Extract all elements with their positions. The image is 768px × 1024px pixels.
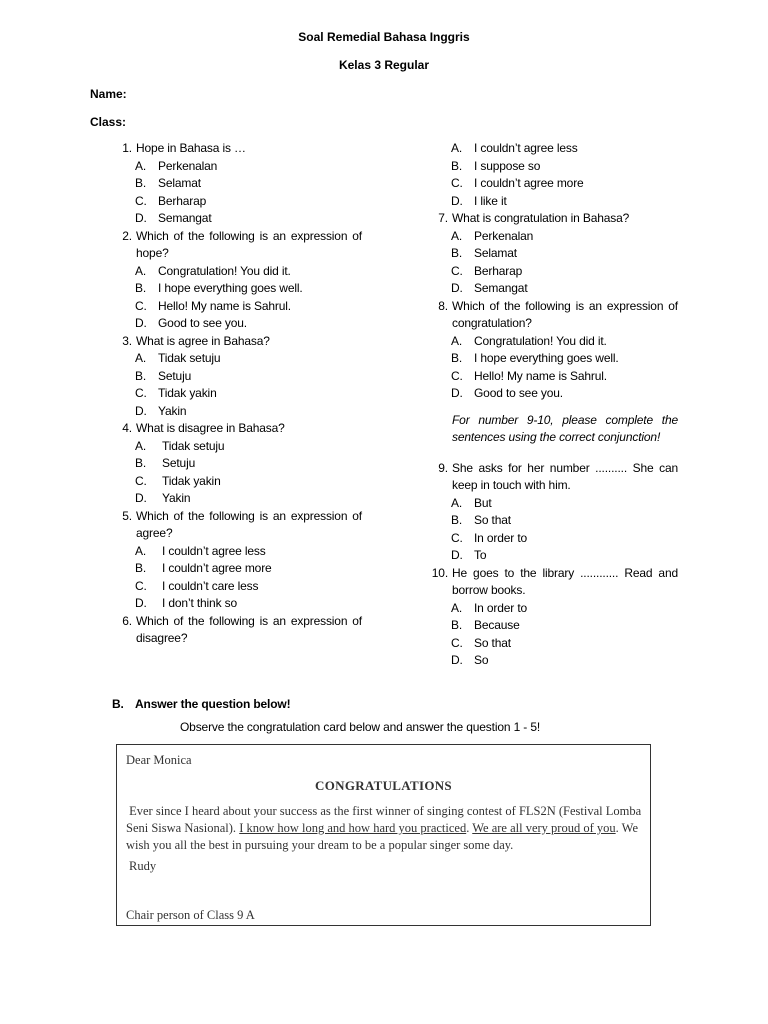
option: C. I couldn’t agree more <box>451 176 584 190</box>
option: B. So that <box>451 513 511 527</box>
card-body: Ever since I heard about your success as the first winner of singing contest of FLS2N (Festival Lomba Seni Siswa Nasional). I know how long and how hard you practiced. We are all very proud of you. We wish you all the best in pursuing your dream to be a popular singer some day. <box>126 804 642 852</box>
option: B. I couldn’t agree more <box>135 561 272 575</box>
option: C. Hello! My name is Sahrul. <box>135 298 291 313</box>
option: B. Because <box>451 618 520 632</box>
option: C. Hello! My name is Sahrul. <box>451 368 607 383</box>
option: C. In order to <box>451 530 528 545</box>
underlined-sentence-2: We are all very proud of you <box>472 821 616 835</box>
option: C. Berharap <box>135 193 207 208</box>
congratulation-card <box>116 744 651 926</box>
question-8: 8. Which of the following is an expression of congratulation? <box>438 298 678 330</box>
card-greeting: Dear Monica <box>126 753 192 767</box>
option: D. Good to see you. <box>451 386 563 400</box>
option: A. In order to <box>451 600 528 615</box>
option: A. Tidak setuju <box>135 351 221 365</box>
option: A. Congratulation! You did it. <box>451 333 607 348</box>
card-instruction: Observe the congratulation card below and answer the question 1 - 5! <box>180 720 541 734</box>
card-signer: Rudy <box>129 859 157 873</box>
option: A. Perkenalan <box>135 158 218 173</box>
option: D. Yakin <box>135 403 187 418</box>
class-label: Class: <box>90 115 127 129</box>
option: A. Tidak setuju <box>135 438 225 453</box>
question-7: 7. What is congratulation in Bahasa? <box>438 211 630 225</box>
page-title: Soal Remedial Bahasa Inggris <box>298 30 470 44</box>
question-1: 1. Hope in Bahasa is … <box>122 141 246 155</box>
option: D. To <box>451 548 487 562</box>
question-9: 9. She asks for her number .......... She can keep in touch with him. <box>438 460 678 492</box>
option: D. So <box>451 653 489 667</box>
question-4: 4. What is disagree in Bahasa? <box>122 421 285 435</box>
conjunction-instruction: For number 9-10, please complete the sentences using the correct conjunction! <box>452 412 678 444</box>
question-10: 10. He goes to the library ............ Read and borrow books. <box>431 565 678 597</box>
option: A. Congratulation! You did it. <box>135 263 291 278</box>
option: C. Berharap <box>451 263 523 278</box>
option: C. Tidak yakin <box>135 473 221 488</box>
question-5: 5. Which of the following is an expression of agree? <box>122 508 362 540</box>
option: D. I like it <box>451 193 507 208</box>
question-2: 2. Which of the following is an expression of hope? <box>122 228 362 260</box>
option: B. I hope everything goes well. <box>451 351 619 365</box>
card-title: CONGRATULATIONS <box>315 778 452 793</box>
question-3: 3. What is agree in Bahasa? <box>122 333 270 348</box>
option: C. So that <box>451 635 511 650</box>
option: D. Semangat <box>135 211 212 225</box>
option: B. Selamat <box>135 176 201 190</box>
card-signer-role: Chair person of Class 9 A <box>126 908 255 922</box>
option: D. I don’t think so <box>135 596 237 610</box>
option: B. I suppose so <box>451 158 541 173</box>
question-6: 6. Which of the following is an expression of disagree? <box>122 613 362 645</box>
option: A. I couldn’t agree less <box>451 141 578 155</box>
option: D. Yakin <box>135 491 191 505</box>
option: A. Perkenalan <box>451 228 534 243</box>
name-label: Name: <box>90 87 127 101</box>
option: B. I hope everything goes well. <box>135 281 303 295</box>
underlined-sentence-1: I know how long and how hard you practiced <box>239 821 467 835</box>
page-subtitle: Kelas 3 Regular <box>338 58 430 72</box>
option: C. I couldn’t care less <box>135 578 259 593</box>
option: D. Semangat <box>451 281 528 295</box>
option: B. Selamat <box>451 246 517 260</box>
right-column <box>426 140 678 670</box>
option: B. Setuju <box>135 368 192 383</box>
option: B. Setuju <box>135 456 196 470</box>
section-b-heading: B. Answer the question below! <box>112 697 291 711</box>
option: A. But <box>451 495 492 510</box>
option: A. I couldn’t agree less <box>135 543 266 558</box>
option: C. Tidak yakin <box>135 386 217 400</box>
left-column <box>110 140 362 648</box>
option: D. Good to see you. <box>135 316 247 330</box>
